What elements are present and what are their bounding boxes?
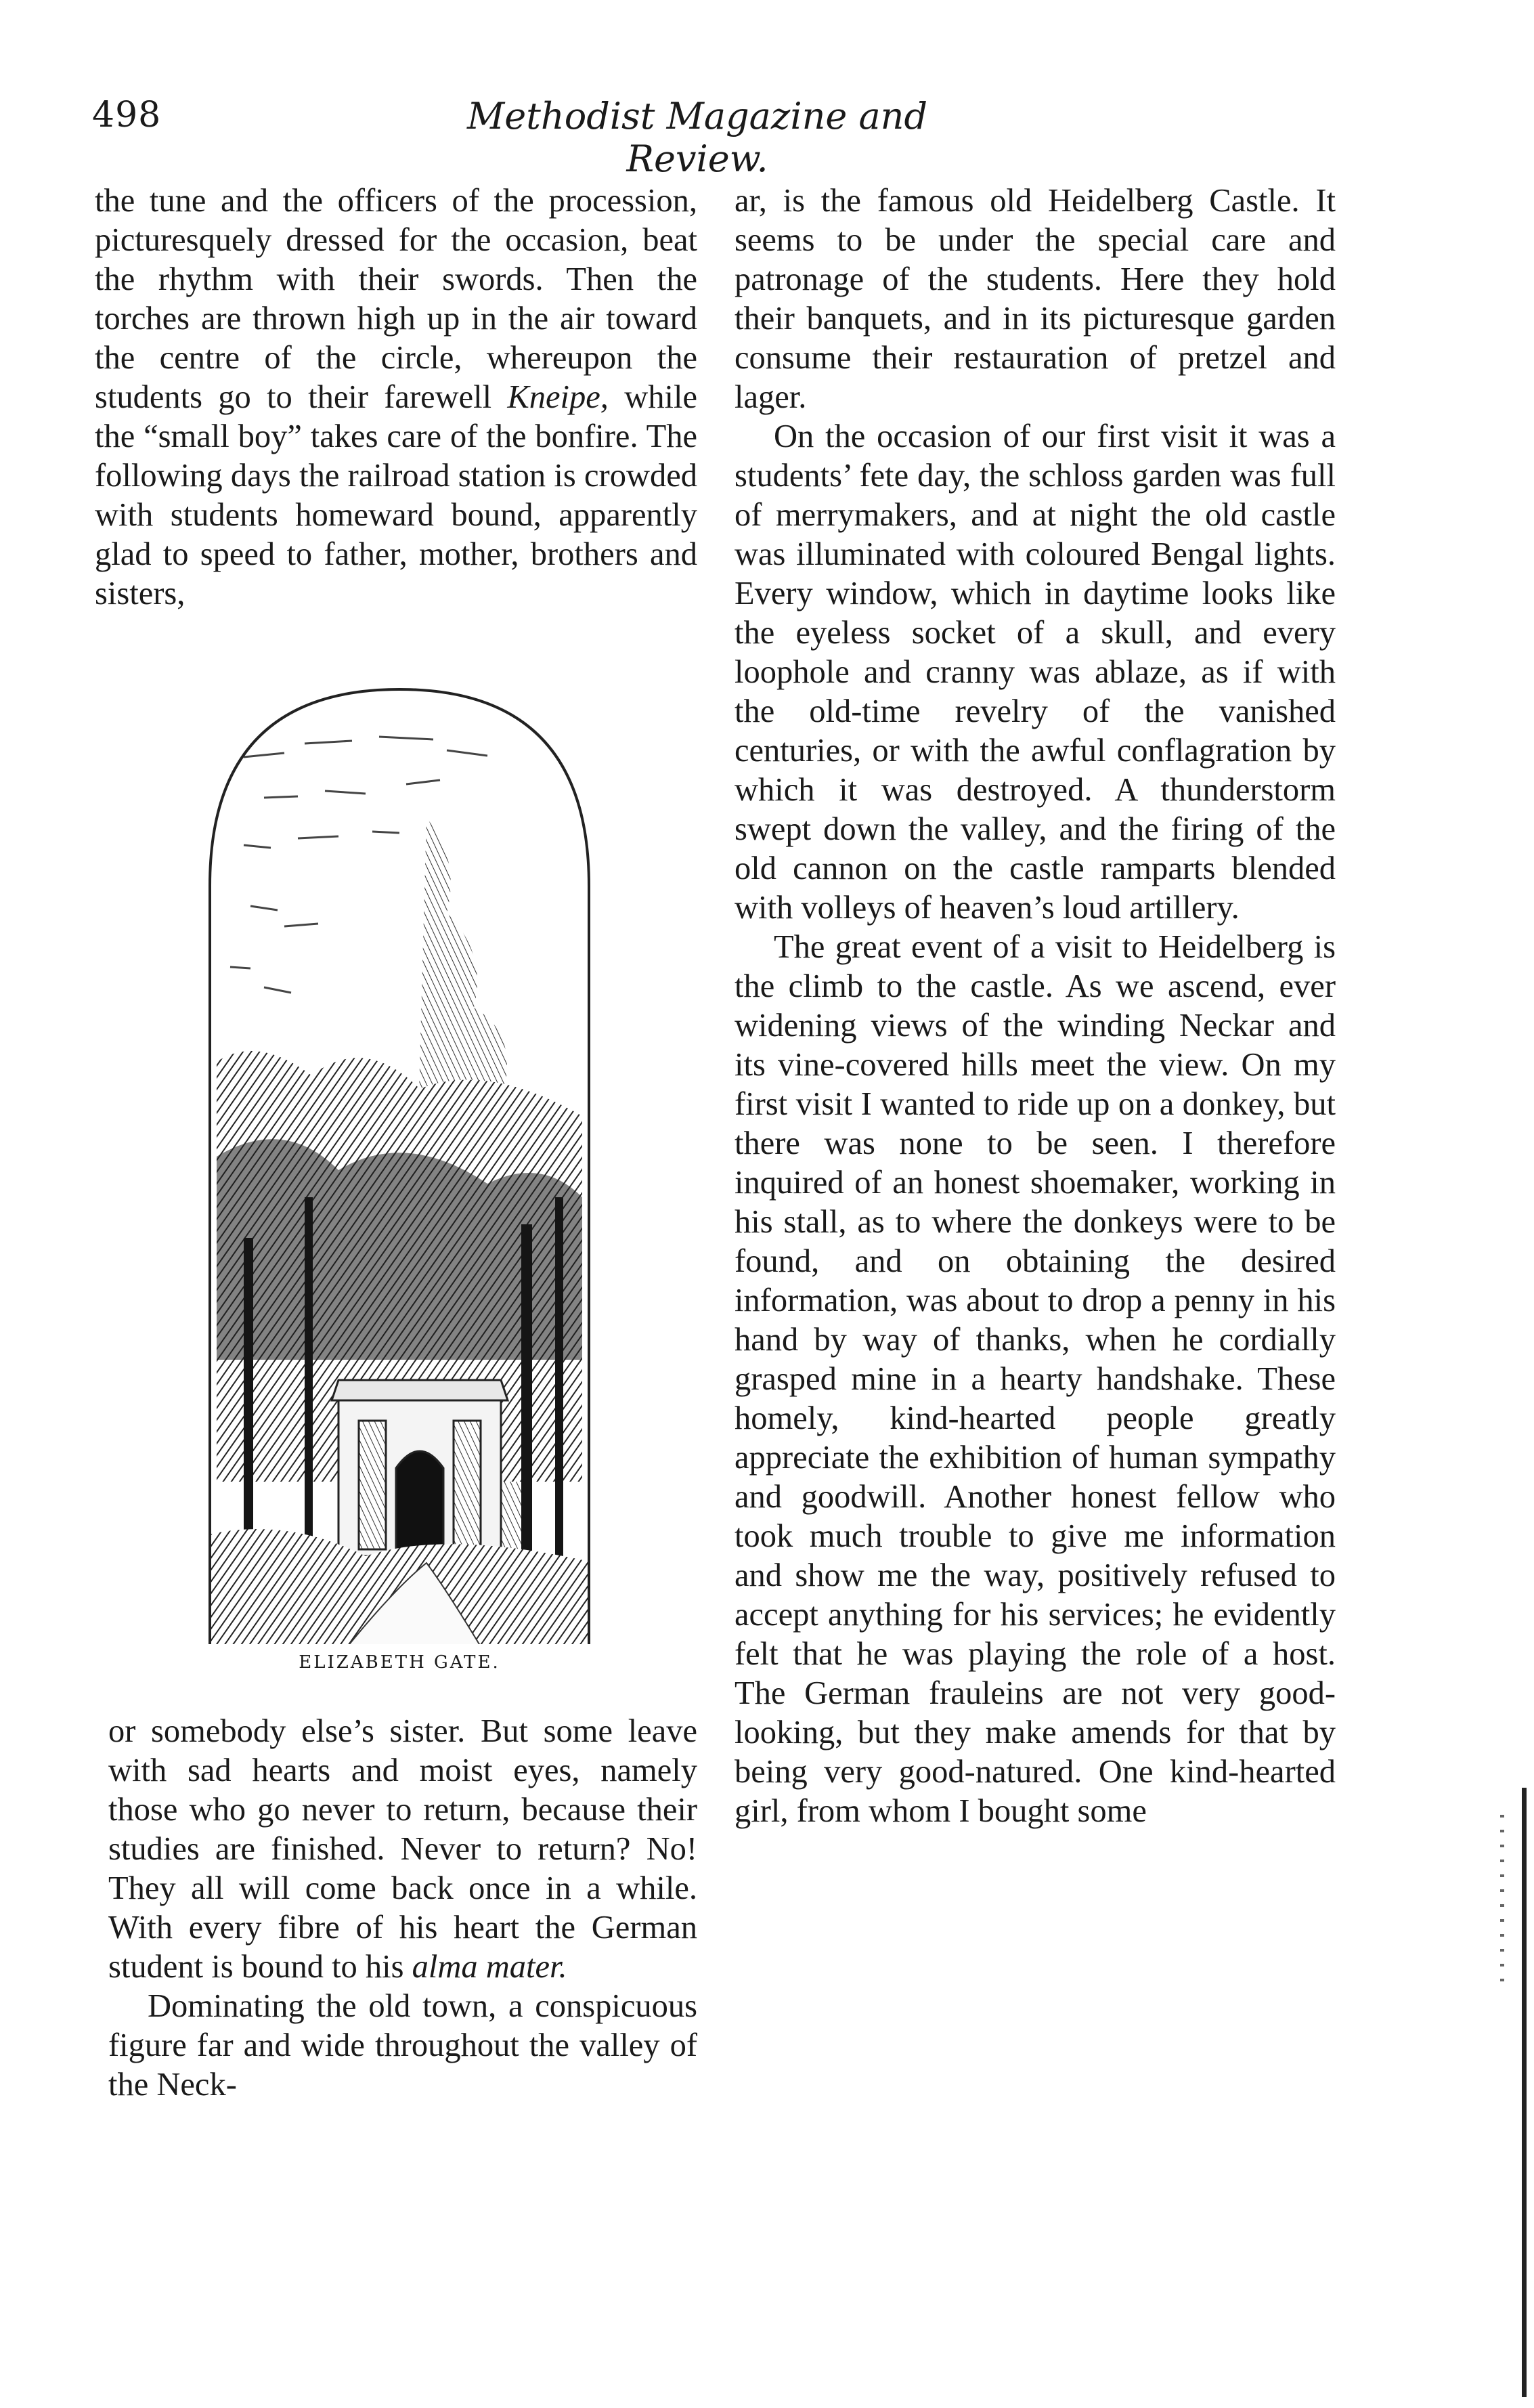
left-text-italic-alma-mater: alma mater. bbox=[412, 1949, 567, 1985]
left-column-top bbox=[95, 181, 697, 614]
left-paragraph-continued bbox=[95, 181, 697, 614]
margin-rule bbox=[1522, 1788, 1527, 2397]
right-paragraph-castle: ar, is the famous old Heidelberg Castle. It seems to be under the special care and patronage of the students. Here they hold their banquets, and in its picturesque garden consume their restauration of pretzel and lager. bbox=[735, 183, 1336, 415]
right-paragraph-climb: The great event of a visit to Heidelberg is the climb to the castle. As we ascend, ever widening views of the winding Neckar and its vine-covered hills meet the view. On my first visit I wanted to ride up on a donkey, but there was none to be seen. I therefore inquired of an honest shoemaker, working in his stall, as to where the donkeys were to be found, and on obtaining the desired information, was about to drop a penny in his hand by way of thanks, when he cordially grasped mine in a hearty handshake. These homely, kind-hearted people greatly appreciate the exhibition of human sympathy and goodwill. Another honest fellow who took much trouble to give me information and show me the way, positively refused to accept anything for his services; he evidently felt that he was playing the role of a host. The German frauleins are not very good-looking, but they make amends for that by being very good-natured. One kind-hearted girl, from whom I bought some bbox=[735, 929, 1336, 1829]
right-paragraph-fete-day: On the occasion of our first visit it was a students’ fete day, the schloss garden was full of merrymakers, and at night the old castle was illuminated with coloured Bengal lights. Every window, which in daytime looks like the eyeless socket of a skull, and every loophole and cranny was ablaze, as if with the old-time revelry of the vanished centuries, or with the awful conflagration by which it was destroyed. A thunderstorm swept down the valley, and the firing of the old cannon on the castle ramparts blended with volleys of heaven’s loud artillery. bbox=[735, 418, 1336, 926]
left-text-italic-kneipe: Kneipe, bbox=[507, 379, 609, 415]
illustration-caption: ELIZABETH GATE. bbox=[299, 1652, 500, 1673]
elizabeth-gate-illustration bbox=[203, 683, 596, 1658]
page-number: 498 bbox=[92, 95, 162, 135]
left-paragraph-dominating: Dominating the old town, a conspicuous figure far and wide throughout the valley of the Neck- bbox=[108, 1988, 697, 2103]
running-title: Methodist Magazine and Review. bbox=[466, 95, 928, 180]
left-column-bottom bbox=[108, 1712, 697, 2105]
left-paragraph-sister bbox=[108, 1712, 697, 1987]
left-bottom-text: or somebody else’s sister. But some leave with sad hearts and moist eyes, namely those who go never to return, because their studies are finished. Never to return? No! They all will come back once in a while. With every fibre of his heart the German student is bound to his bbox=[108, 1713, 697, 1985]
margin-dotted-line bbox=[1500, 1815, 1504, 1991]
left-text-part-2: while the “small boy” takes care of the bonfire. The following days the railroad station is crowded with students homeward bound, apparently glad to speed to father, mother, brothers and sisters, bbox=[95, 379, 697, 611]
left-text-part-1: the tune and the officers of the procession, picturesquely dressed for the occasion, beat the rhythm with their swords. Then the torches are thrown high up in the air toward the centre of the circle, whereupon the students go to their farewell bbox=[95, 183, 697, 415]
right-column bbox=[735, 181, 1336, 1831]
